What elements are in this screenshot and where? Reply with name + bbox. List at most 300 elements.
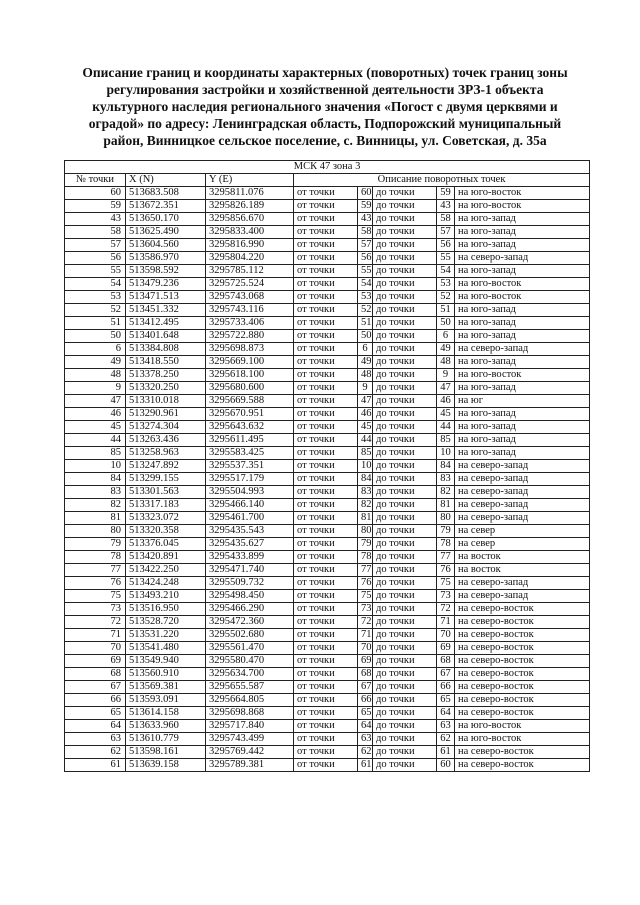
table-row — [65, 642, 590, 655]
point-number: 84 — [65, 473, 126, 486]
y-coordinate: 3295743.068 — [206, 291, 294, 304]
x-coordinate: 513320.250 — [126, 382, 206, 395]
x-coordinate: 513317.183 — [126, 499, 206, 512]
from-label: от точки — [294, 733, 358, 746]
from-label: от точки — [294, 603, 358, 616]
point-number: 56 — [65, 252, 126, 265]
from-point: 80 — [358, 525, 373, 538]
direction: на юго-восток — [455, 187, 590, 200]
table-row — [65, 616, 590, 629]
to-point: 84 — [437, 460, 455, 473]
table-row — [65, 447, 590, 460]
title-line: культурного наследия регионального значения «Погост с двумя церквями и — [92, 99, 558, 114]
from-point: 46 — [358, 408, 373, 421]
direction: на северо-восток — [455, 616, 590, 629]
coordinate-system: МСК 47 зона 3 — [65, 161, 590, 174]
to-label: до точки — [373, 291, 437, 304]
from-point: 79 — [358, 538, 373, 551]
point-number: 75 — [65, 590, 126, 603]
from-point: 85 — [358, 447, 373, 460]
point-number: 76 — [65, 577, 126, 590]
point-number: 51 — [65, 317, 126, 330]
y-coordinate: 3295517.179 — [206, 473, 294, 486]
x-coordinate: 513299.155 — [126, 473, 206, 486]
y-coordinate: 3295826.189 — [206, 200, 294, 213]
x-coordinate: 513471.513 — [126, 291, 206, 304]
direction: на северо-запад — [455, 512, 590, 525]
point-number: 43 — [65, 213, 126, 226]
y-coordinate: 3295698.873 — [206, 343, 294, 356]
from-label: от точки — [294, 525, 358, 538]
table-row — [65, 382, 590, 395]
to-label: до точки — [373, 616, 437, 629]
table-row — [65, 291, 590, 304]
direction: на юго-запад — [455, 447, 590, 460]
direction: на юг — [455, 395, 590, 408]
y-coordinate: 3295722.880 — [206, 330, 294, 343]
x-coordinate: 513586.970 — [126, 252, 206, 265]
from-label: от точки — [294, 499, 358, 512]
direction: на юго-восток — [455, 278, 590, 291]
to-point: 51 — [437, 304, 455, 317]
table-row — [65, 252, 590, 265]
y-coordinate: 3295733.406 — [206, 317, 294, 330]
from-point: 75 — [358, 590, 373, 603]
to-point: 46 — [437, 395, 455, 408]
point-number: 50 — [65, 330, 126, 343]
from-point: 51 — [358, 317, 373, 330]
to-label: до точки — [373, 187, 437, 200]
from-point: 67 — [358, 681, 373, 694]
direction: на юго-запад — [455, 382, 590, 395]
to-label: до точки — [373, 395, 437, 408]
x-coordinate: 513683.508 — [126, 187, 206, 200]
from-point: 55 — [358, 265, 373, 278]
to-point: 73 — [437, 590, 455, 603]
to-label: до точки — [373, 434, 437, 447]
header-description: Описание поворотных точек — [294, 174, 590, 187]
to-point: 10 — [437, 447, 455, 460]
table-row — [65, 577, 590, 590]
to-label: до точки — [373, 746, 437, 759]
to-point: 62 — [437, 733, 455, 746]
point-number: 71 — [65, 629, 126, 642]
direction: на восток — [455, 564, 590, 577]
y-coordinate: 3295643.632 — [206, 421, 294, 434]
x-coordinate: 513541.480 — [126, 642, 206, 655]
from-label: от точки — [294, 226, 358, 239]
direction: на юго-запад — [455, 408, 590, 421]
x-coordinate: 513639.158 — [126, 759, 206, 772]
to-point: 69 — [437, 642, 455, 655]
table-row — [65, 551, 590, 564]
to-point: 43 — [437, 200, 455, 213]
table-row — [65, 226, 590, 239]
to-label: до точки — [373, 382, 437, 395]
to-point: 53 — [437, 278, 455, 291]
to-label: до точки — [373, 707, 437, 720]
y-coordinate: 3295472.360 — [206, 616, 294, 629]
from-point: 52 — [358, 304, 373, 317]
table-row — [65, 499, 590, 512]
to-label: до точки — [373, 265, 437, 278]
table-row — [65, 668, 590, 681]
y-coordinate: 3295743.499 — [206, 733, 294, 746]
direction: на северо-запад — [455, 343, 590, 356]
direction: на восток — [455, 551, 590, 564]
from-label: от точки — [294, 759, 358, 772]
direction: на север — [455, 538, 590, 551]
direction: на юго-запад — [455, 265, 590, 278]
x-coordinate: 513598.161 — [126, 746, 206, 759]
point-number: 83 — [65, 486, 126, 499]
from-label: от точки — [294, 239, 358, 252]
from-point: 71 — [358, 629, 373, 642]
to-label: до точки — [373, 590, 437, 603]
to-point: 70 — [437, 629, 455, 642]
table-row — [65, 265, 590, 278]
direction: на северо-восток — [455, 746, 590, 759]
table-row — [65, 330, 590, 343]
point-number: 60 — [65, 187, 126, 200]
from-point: 43 — [358, 213, 373, 226]
x-coordinate: 513301.563 — [126, 486, 206, 499]
from-label: от точки — [294, 304, 358, 317]
from-label: от точки — [294, 200, 358, 213]
point-number: 57 — [65, 239, 126, 252]
x-coordinate: 513376.045 — [126, 538, 206, 551]
x-coordinate: 513412.495 — [126, 317, 206, 330]
from-label: от точки — [294, 590, 358, 603]
to-point: 78 — [437, 538, 455, 551]
to-point: 65 — [437, 694, 455, 707]
point-number: 66 — [65, 694, 126, 707]
to-point: 85 — [437, 434, 455, 447]
from-point: 68 — [358, 668, 373, 681]
table-row — [65, 213, 590, 226]
y-coordinate: 3295471.740 — [206, 564, 294, 577]
direction: на юго-запад — [455, 226, 590, 239]
table-row — [65, 486, 590, 499]
from-point: 78 — [358, 551, 373, 564]
x-coordinate: 513516.950 — [126, 603, 206, 616]
y-coordinate: 3295789.381 — [206, 759, 294, 772]
direction: на юго-запад — [455, 356, 590, 369]
to-label: до точки — [373, 200, 437, 213]
point-number: 62 — [65, 746, 126, 759]
from-label: от точки — [294, 460, 358, 473]
from-point: 57 — [358, 239, 373, 252]
x-coordinate: 513420.891 — [126, 551, 206, 564]
point-number: 6 — [65, 343, 126, 356]
from-point: 81 — [358, 512, 373, 525]
table-row — [65, 733, 590, 746]
direction: на север — [455, 525, 590, 538]
to-label: до точки — [373, 473, 437, 486]
to-label: до точки — [373, 226, 437, 239]
to-point: 57 — [437, 226, 455, 239]
to-label: до точки — [373, 642, 437, 655]
to-label: до точки — [373, 499, 437, 512]
to-label: до точки — [373, 447, 437, 460]
to-point: 50 — [437, 317, 455, 330]
x-coordinate: 513274.304 — [126, 421, 206, 434]
point-number: 9 — [65, 382, 126, 395]
to-point: 83 — [437, 473, 455, 486]
x-coordinate: 513493.210 — [126, 590, 206, 603]
y-coordinate: 3295466.140 — [206, 499, 294, 512]
to-point: 75 — [437, 577, 455, 590]
to-label: до точки — [373, 681, 437, 694]
to-label: до точки — [373, 668, 437, 681]
from-point: 49 — [358, 356, 373, 369]
from-point: 76 — [358, 577, 373, 590]
from-label: от точки — [294, 746, 358, 759]
to-point: 45 — [437, 408, 455, 421]
x-coordinate: 513320.358 — [126, 525, 206, 538]
from-point: 84 — [358, 473, 373, 486]
table-row — [65, 460, 590, 473]
x-coordinate: 513549.940 — [126, 655, 206, 668]
title-line: оградой» по адресу: Ленинградская область, Подпорожский муниципальный — [88, 116, 562, 131]
direction: на юго-восток — [455, 200, 590, 213]
from-label: от точки — [294, 395, 358, 408]
x-coordinate: 513290.961 — [126, 408, 206, 421]
from-label: от точки — [294, 538, 358, 551]
y-coordinate: 3295580.470 — [206, 655, 294, 668]
from-label: от точки — [294, 278, 358, 291]
direction: на северо-восток — [455, 603, 590, 616]
table-row — [65, 434, 590, 447]
direction: на северо-запад — [455, 486, 590, 499]
to-point: 63 — [437, 720, 455, 733]
from-label: от точки — [294, 694, 358, 707]
direction: на юго-запад — [455, 421, 590, 434]
y-coordinate: 3295537.351 — [206, 460, 294, 473]
from-label: от точки — [294, 343, 358, 356]
x-coordinate: 513598.592 — [126, 265, 206, 278]
point-number: 63 — [65, 733, 126, 746]
from-point: 66 — [358, 694, 373, 707]
from-point: 69 — [358, 655, 373, 668]
direction: на юго-запад — [455, 213, 590, 226]
to-label: до точки — [373, 629, 437, 642]
to-point: 9 — [437, 369, 455, 382]
to-label: до точки — [373, 733, 437, 746]
table-row — [65, 512, 590, 525]
to-point: 61 — [437, 746, 455, 759]
from-label: от точки — [294, 681, 358, 694]
direction: на юго-запад — [455, 434, 590, 447]
x-coordinate: 513401.648 — [126, 330, 206, 343]
to-point: 66 — [437, 681, 455, 694]
point-number: 55 — [65, 265, 126, 278]
to-point: 82 — [437, 486, 455, 499]
to-point: 80 — [437, 512, 455, 525]
point-number: 44 — [65, 434, 126, 447]
to-point: 79 — [437, 525, 455, 538]
y-coordinate: 3295833.400 — [206, 226, 294, 239]
point-number: 52 — [65, 304, 126, 317]
direction: на северо-запад — [455, 590, 590, 603]
column-header-row — [65, 174, 590, 187]
from-point: 44 — [358, 434, 373, 447]
table-row — [65, 746, 590, 759]
header-point-no: № точки — [65, 174, 126, 187]
point-number: 64 — [65, 720, 126, 733]
from-label: от точки — [294, 655, 358, 668]
direction: на северо-запад — [455, 577, 590, 590]
point-number: 59 — [65, 200, 126, 213]
from-label: от точки — [294, 330, 358, 343]
y-coordinate: 3295664.805 — [206, 694, 294, 707]
y-coordinate: 3295634.700 — [206, 668, 294, 681]
from-point: 53 — [358, 291, 373, 304]
from-point: 56 — [358, 252, 373, 265]
point-number: 69 — [65, 655, 126, 668]
point-number: 73 — [65, 603, 126, 616]
point-number: 68 — [65, 668, 126, 681]
table-row — [65, 720, 590, 733]
point-number: 82 — [65, 499, 126, 512]
x-coordinate: 513323.072 — [126, 512, 206, 525]
table-row — [65, 473, 590, 486]
from-label: от точки — [294, 720, 358, 733]
to-point: 55 — [437, 252, 455, 265]
to-label: до точки — [373, 694, 437, 707]
y-coordinate: 3295769.442 — [206, 746, 294, 759]
direction: на северо-восток — [455, 694, 590, 707]
direction: на северо-запад — [455, 252, 590, 265]
table-row — [65, 239, 590, 252]
direction: на юго-запад — [455, 239, 590, 252]
x-coordinate: 513560.910 — [126, 668, 206, 681]
from-label: от точки — [294, 408, 358, 421]
to-point: 81 — [437, 499, 455, 512]
direction: на северо-восток — [455, 642, 590, 655]
table-row — [65, 590, 590, 603]
table-row — [65, 421, 590, 434]
x-coordinate: 513422.250 — [126, 564, 206, 577]
table-row — [65, 200, 590, 213]
to-point: 68 — [437, 655, 455, 668]
from-label: от точки — [294, 434, 358, 447]
from-point: 72 — [358, 616, 373, 629]
x-coordinate: 513625.490 — [126, 226, 206, 239]
y-coordinate: 3295433.899 — [206, 551, 294, 564]
from-label: от точки — [294, 512, 358, 525]
point-number: 45 — [65, 421, 126, 434]
from-point: 60 — [358, 187, 373, 200]
coordinates-table — [64, 160, 590, 772]
direction: на юго-запад — [455, 304, 590, 317]
to-point: 6 — [437, 330, 455, 343]
to-label: до точки — [373, 564, 437, 577]
from-point: 50 — [358, 330, 373, 343]
to-label: до точки — [373, 486, 437, 499]
table-row — [65, 707, 590, 720]
from-point: 77 — [358, 564, 373, 577]
y-coordinate: 3295498.450 — [206, 590, 294, 603]
from-label: от точки — [294, 629, 358, 642]
x-coordinate: 513614.158 — [126, 707, 206, 720]
x-coordinate: 513650.170 — [126, 213, 206, 226]
to-label: до точки — [373, 252, 437, 265]
y-coordinate: 3295461.700 — [206, 512, 294, 525]
from-point: 10 — [358, 460, 373, 473]
point-number: 54 — [65, 278, 126, 291]
to-point: 76 — [437, 564, 455, 577]
to-label: до точки — [373, 525, 437, 538]
to-label: до точки — [373, 304, 437, 317]
y-coordinate: 3295785.112 — [206, 265, 294, 278]
table-row — [65, 369, 590, 382]
y-coordinate: 3295804.220 — [206, 252, 294, 265]
from-label: от точки — [294, 213, 358, 226]
from-label: от точки — [294, 317, 358, 330]
from-point: 64 — [358, 720, 373, 733]
x-coordinate: 513258.963 — [126, 447, 206, 460]
from-point: 61 — [358, 759, 373, 772]
y-coordinate: 3295466.290 — [206, 603, 294, 616]
from-label: от точки — [294, 616, 358, 629]
to-label: до точки — [373, 421, 437, 434]
to-point: 67 — [437, 668, 455, 681]
from-label: от точки — [294, 577, 358, 590]
x-coordinate: 513610.779 — [126, 733, 206, 746]
from-label: от точки — [294, 356, 358, 369]
x-coordinate: 513263.436 — [126, 434, 206, 447]
x-coordinate: 513451.332 — [126, 304, 206, 317]
point-number: 58 — [65, 226, 126, 239]
table-row — [65, 395, 590, 408]
from-point: 47 — [358, 395, 373, 408]
to-label: до точки — [373, 213, 437, 226]
direction: на северо-восток — [455, 759, 590, 772]
x-coordinate: 513247.892 — [126, 460, 206, 473]
y-coordinate: 3295504.993 — [206, 486, 294, 499]
to-point: 54 — [437, 265, 455, 278]
direction: на юго-восток — [455, 291, 590, 304]
from-point: 45 — [358, 421, 373, 434]
direction: на северо-восток — [455, 681, 590, 694]
to-label: до точки — [373, 551, 437, 564]
from-point: 59 — [358, 200, 373, 213]
point-number: 85 — [65, 447, 126, 460]
x-coordinate: 513418.550 — [126, 356, 206, 369]
y-coordinate: 3295583.425 — [206, 447, 294, 460]
document-title — [55, 64, 595, 149]
from-point: 9 — [358, 382, 373, 395]
y-coordinate: 3295725.524 — [206, 278, 294, 291]
table-row — [65, 538, 590, 551]
x-coordinate: 513593.091 — [126, 694, 206, 707]
point-number: 65 — [65, 707, 126, 720]
to-point: 72 — [437, 603, 455, 616]
direction: на юго-восток — [455, 733, 590, 746]
from-label: от точки — [294, 486, 358, 499]
y-coordinate: 3295502.680 — [206, 629, 294, 642]
table-row — [65, 694, 590, 707]
x-coordinate: 513479.236 — [126, 278, 206, 291]
x-coordinate: 513310.018 — [126, 395, 206, 408]
x-coordinate: 513378.250 — [126, 369, 206, 382]
x-coordinate: 513672.351 — [126, 200, 206, 213]
direction: на северо-восток — [455, 655, 590, 668]
point-number: 49 — [65, 356, 126, 369]
to-point: 60 — [437, 759, 455, 772]
from-label: от точки — [294, 447, 358, 460]
